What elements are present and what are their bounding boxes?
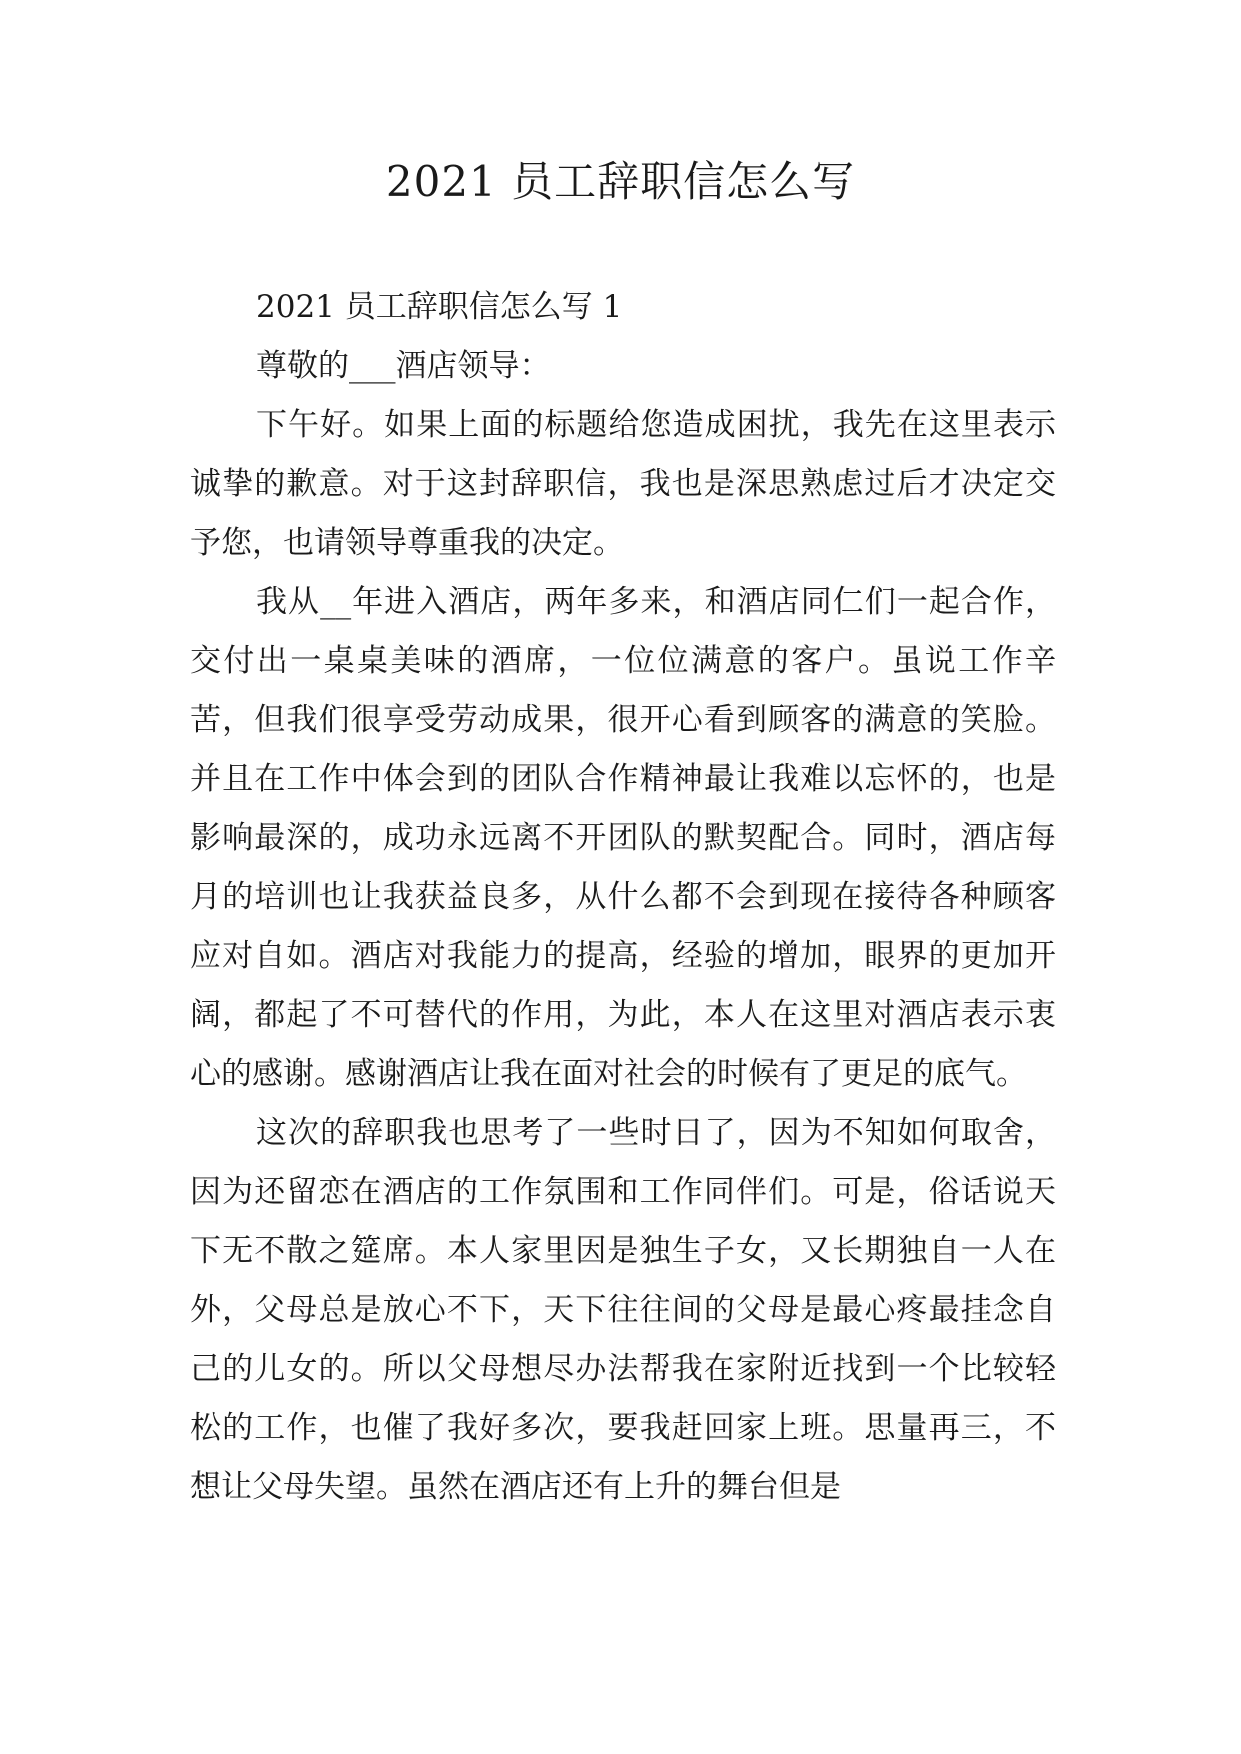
paragraph: 这次的辞职我也思考了一些时日了，因为不知如何取舍，因为还留恋在酒店的工作氛围和工作同伴们。可是，俗话说天下无不散之筵席。本人家里因是独生子女，又长期独自一人在外，父母总是放心不下，天下往往间的父母是最心疼最挂念自己的儿女的。所以父母想尽办法帮我在家附近找到一个比较轻松的工作，也催了我好多次，要我赶回家上班。思量再三，不想让父母失望。虽然在酒店还有上升的舞台但是 <box>190 1115 1056 1505</box>
paragraph: 我从__年进入酒店，两年多来，和酒店同仁们一起合作，交付出一桌桌美味的酒席，一位位满意的客户。虽说工作辛苦，但我们很享受劳动成果，很开心看到顾客的满意的笑脸。并且在工作中体会到的团队合作精神最让我难以忘怀的，也是影响最深的，成功永远离不开团队的默契配合。同时，酒店每月的培训也让我获益良多，从什么都不会到现在接待各种顾客应对自如。酒店对我能力的提高，经验的增加，眼界的更加开阔，都起了不可替代的作用，为此，本人在这里对酒店表示衷心的感谢。感谢酒店让我在面对社会的时候有了更足的底气。 <box>190 584 1056 1092</box>
section-heading: 2021 员工辞职信怎么写 1 <box>256 289 623 325</box>
paragraph: 下午好。如果上面的标题给您造成困扰，我先在这里表示诚挚的歉意。对于这封辞职信，我也是深思熟虑过后才决定交予您，也请领导尊重我的决定。 <box>190 407 1056 561</box>
salutation: 尊敬的___酒店领导： <box>256 348 551 384</box>
document-body <box>190 278 1056 1517</box>
document-title: 2021 员工辞职信怎么写 <box>385 157 856 206</box>
